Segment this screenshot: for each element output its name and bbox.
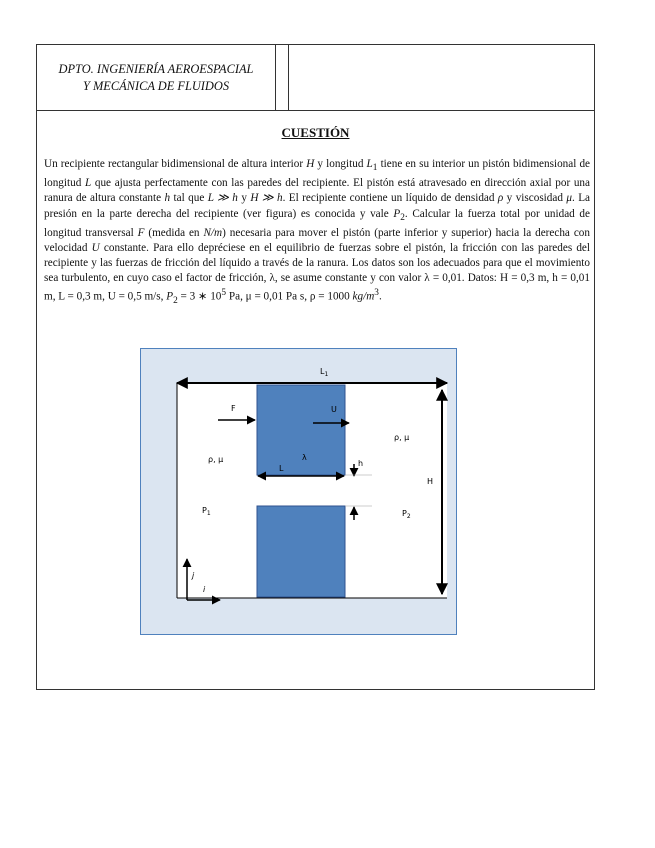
f-label: F: [231, 404, 236, 413]
j-label: j: [192, 571, 195, 580]
p1-label: $P_1$: [202, 506, 211, 517]
p2-label: $P_2$: [402, 509, 411, 520]
rho-mu-right-label: ρ, μ: [394, 433, 410, 442]
department-cell: [37, 45, 275, 110]
u-label: U: [331, 405, 337, 414]
header-divider-1: [275, 45, 276, 110]
l-label: L: [279, 464, 284, 473]
piston-lower: [257, 506, 345, 597]
header-divider-2: [288, 45, 289, 110]
l1-label: $L_1$: [320, 367, 329, 378]
h-label: h: [358, 459, 364, 468]
header-box: [37, 45, 594, 111]
piston-upper: [257, 385, 345, 475]
department-line-1: DPTO. INGENIERÍA AEROESPACIAL: [58, 61, 254, 76]
lambda-label: λ: [302, 453, 307, 462]
section-title: CUESTIÓN: [281, 125, 350, 140]
department-line-2: Y MECÁNICA DE FLUIDOS: [82, 78, 230, 93]
piston-figure: [140, 348, 457, 635]
problem-statement: Un recipiente rectangular bidimensional de altura interior H y longitud $L_1$ tiene en su interior un pistón bidimensional de longitud L que ajusta perfectamente con las paredes del recipiente. El pistón está atravesado en dirección axial por una ranura de altura constante h tal que L ≫ h y H ≫ h. El recipiente contiene un líquido de densidad ρ y viscosidad μ. La presión en la parte derecha del recipiente (ver figura) es conocida y vale $P_2$. Calcular la fuerza total por unidad de longitud transversal F (medida en N/m) necesaria para mover el pistón (parte inferior y superior) hacia la derecha con velocidad U constante. Para ello depréciese en el equilibrio de fuerzas sobre el pistón, la fricción con las paredes del recipiente y las fuerzas de fricción del líquido a través de la ranura. Los datos son los adecuados para que el movimiento sea turbulento, en cuyo caso el factor de fricción, λ, se asume constante y con valor λ = 0,01. Datos: H = 0,3 m, h = 0,01 m, L = 0,3 m, U = 0,5 m/s, $P_2 = 3$ ∗ $10^5$ Pa, μ = 0,01 Pa s, ρ = 1000 $kg/m^3$.: [44, 158, 591, 307]
rho-mu-left-label: ρ, μ: [208, 455, 224, 464]
h-height-label: H: [427, 477, 434, 486]
i-label: i: [203, 585, 206, 594]
